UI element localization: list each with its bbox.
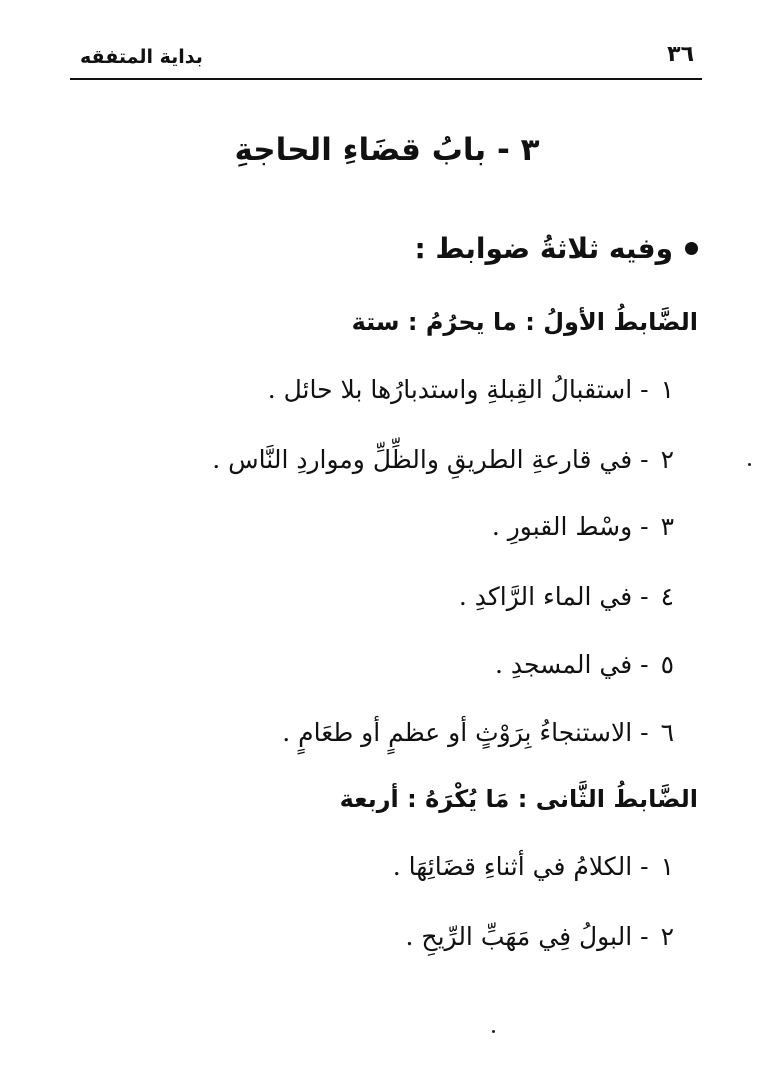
- item-text: - الاستنجاءُ بِرَوْثٍ أو عظمٍ أو طعَامٍ .: [282, 718, 649, 747]
- list-item: [212, 445, 674, 474]
- list-item: [393, 852, 674, 881]
- list-item: [492, 512, 674, 541]
- section-heading-disliked: الضَّابطُ الثَّانى : مَا يُكْرَهُ : أربعة: [339, 785, 698, 813]
- item-text: - في قارعةِ الطريقِ والظِّلِّ ومواردِ النَّاس .: [212, 445, 649, 474]
- item-number: ١: [660, 375, 674, 404]
- item-number: ٦: [660, 718, 674, 747]
- item-text: - وسْط القبورِ .: [491, 512, 649, 541]
- scan-speck: [748, 463, 751, 466]
- list-item: [282, 718, 674, 747]
- item-number: ٢: [660, 445, 674, 474]
- item-text: - في الماء الرَّاكدِ .: [458, 582, 649, 611]
- scan-speck: [492, 1030, 495, 1033]
- item-number: ٣: [660, 512, 674, 541]
- chapter-title: ٣ - بابُ قضَاءِ الحاجةِ: [234, 132, 540, 168]
- book-title: بداية المتفقه: [80, 46, 203, 68]
- item-text: - البولُ فِي مَهَبِّ الرِّيحِ .: [405, 922, 649, 951]
- list-item: [406, 922, 674, 951]
- list-item: [495, 650, 674, 679]
- item-text: - استقبالُ القِبلةِ واستدبارُها بلا حائل .: [267, 375, 649, 404]
- running-header: [70, 38, 702, 80]
- item-text: - في المسجدِ .: [494, 650, 649, 679]
- section-heading-prohibited: الضَّابطُ الأولُ : ما يحرُمُ : ستة: [351, 308, 698, 336]
- item-number: ٤: [660, 582, 674, 611]
- item-text: - الكلامُ في أثناءِ قضَائِهَا .: [392, 852, 649, 881]
- list-item: [268, 375, 674, 404]
- intro-line: [414, 232, 698, 265]
- list-item: [459, 582, 674, 611]
- item-number: ٢: [660, 922, 674, 951]
- intro-text: وفيه ثلاثةُ ضوابط :: [414, 232, 673, 265]
- page-number: ٣٦: [667, 42, 694, 67]
- item-number: ٥: [660, 650, 674, 679]
- item-number: ١: [660, 852, 674, 881]
- bullet-icon: [685, 242, 698, 255]
